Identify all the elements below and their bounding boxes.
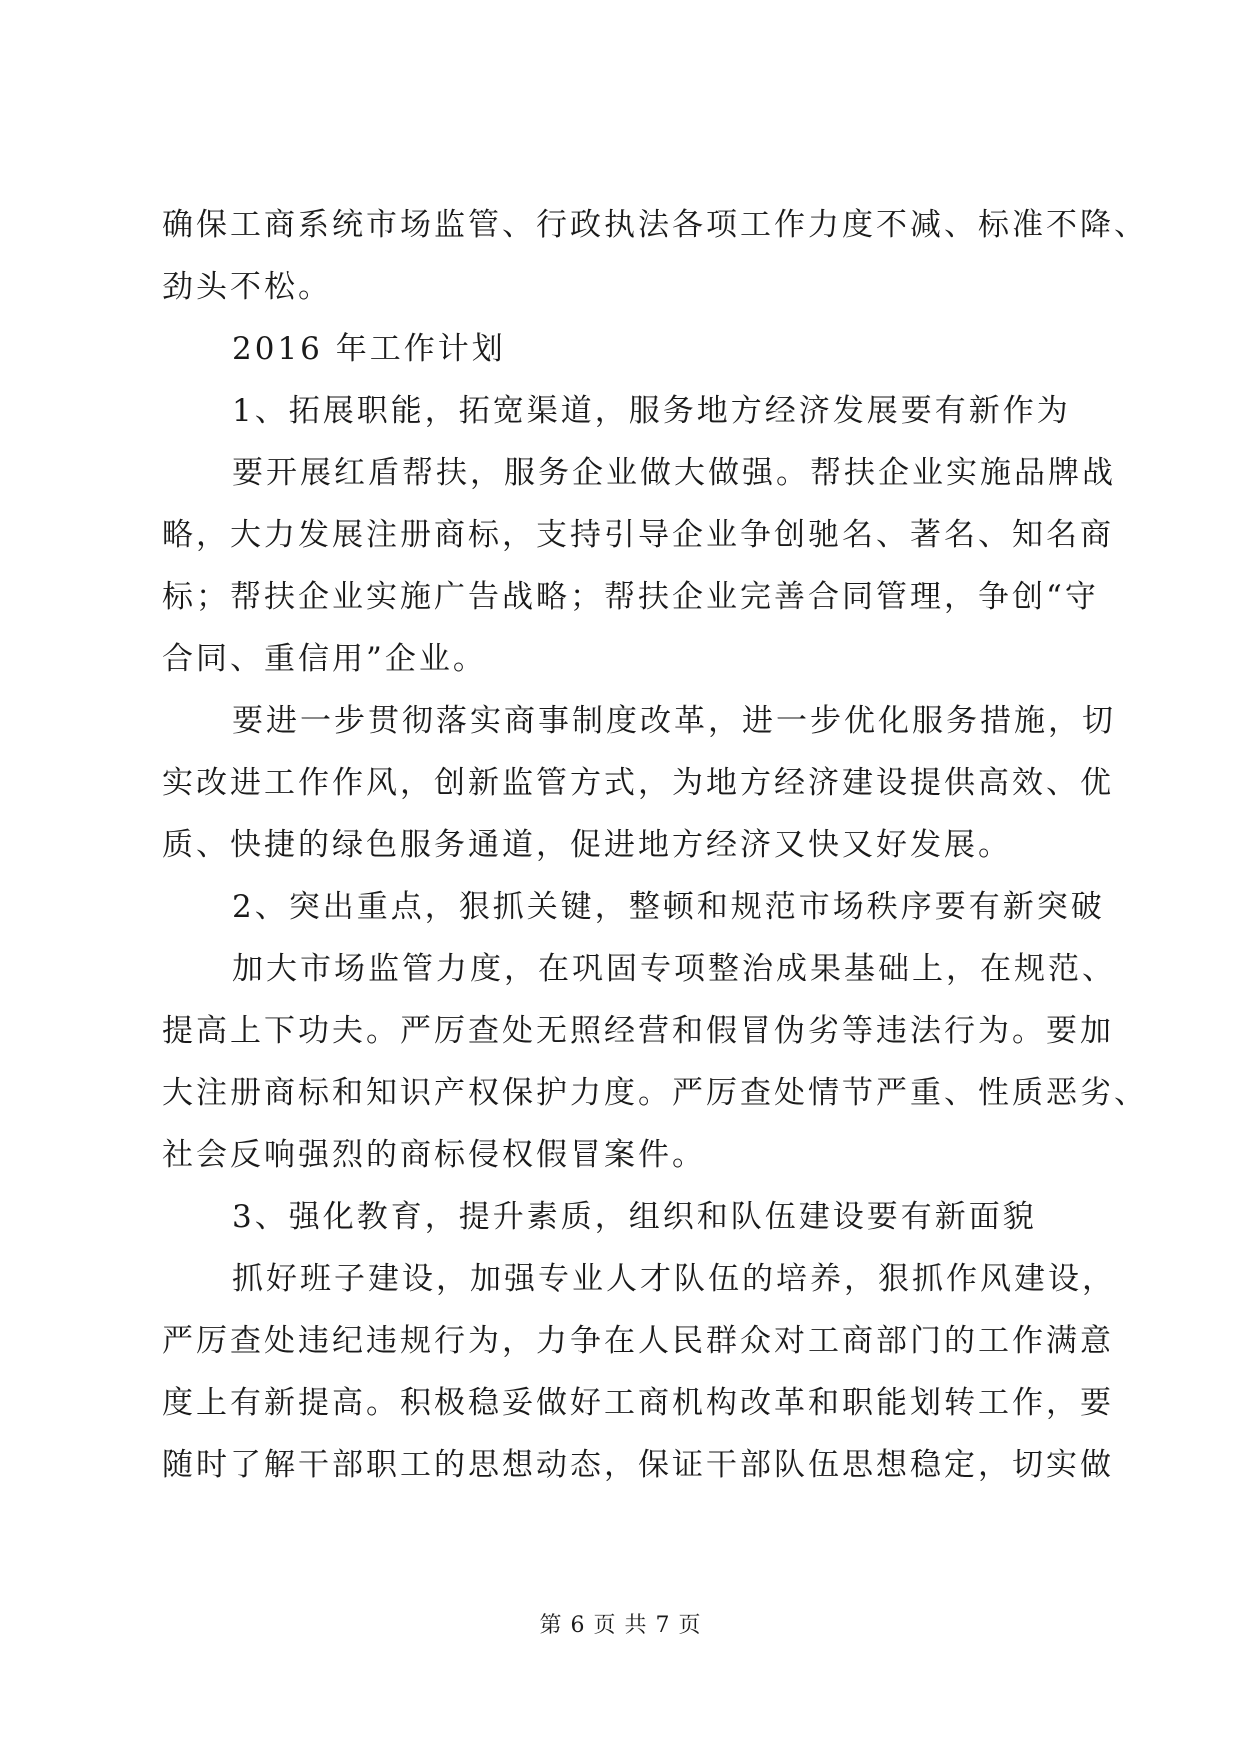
text-line: 2016 年工作计划 (232, 331, 506, 367)
text-line: 2、突出重点，狠抓关键，整顿和规范市场秩序要有新突破 (232, 889, 1105, 925)
text-line: 劲头不松。 (162, 269, 332, 305)
text-line: 实改进工作作风，创新监管方式，为地方经济建设提供高效、优 (162, 765, 1114, 801)
page-footer: 第 6 页 共 7 页 (539, 1613, 702, 1638)
text-line: 1、拓展职能，拓宽渠道，服务地方经济发展要有新作为 (232, 393, 1071, 429)
text-line: 提高上下功夫。严厉查处无照经营和假冒伪劣等违法行为。要加 (162, 1013, 1114, 1049)
text-line: 加大市场监管力度，在巩固专项整治成果基础上，在规范、 (232, 951, 1116, 987)
text-line: 要开展红盾帮扶，服务企业做大做强。帮扶企业实施品牌战 (232, 455, 1116, 491)
text-line: 质、快捷的绿色服务通道，促进地方经济又快又好发展。 (162, 827, 1012, 863)
text-line: 标；帮扶企业实施广告战略；帮扶企业完善合同管理，争创“守 (162, 579, 1099, 615)
text-line: 随时了解干部职工的思想动态，保证干部队伍思想稳定，切实做 (162, 1447, 1114, 1483)
text-line: 社会反响强烈的商标侵权假冒案件。 (162, 1137, 706, 1173)
text-line: 大注册商标和知识产权保护力度。严厉查处情节严重、性质恶劣、 (162, 1075, 1148, 1111)
text-line: 合同、重信用”企业。 (162, 641, 487, 677)
text-line: 抓好班子建设，加强专业人才队伍的培养，狠抓作风建设， (232, 1261, 1116, 1297)
text-line: 3、强化教育，提升素质，组织和队伍建设要有新面貌 (232, 1199, 1037, 1235)
text-line: 确保工商系统市场监管、行政执法各项工作力度不减、标准不降、 (162, 207, 1148, 243)
text-line: 要进一步贯彻落实商事制度改革，进一步优化服务措施，切 (232, 703, 1116, 739)
body-text (162, 194, 1148, 1496)
text-line: 略，大力发展注册商标，支持引导企业争创驰名、著名、知名商 (162, 517, 1114, 553)
text-line: 严厉查处违纪违规行为，力争在人民群众对工商部门的工作满意 (162, 1323, 1114, 1359)
text-line: 度上有新提高。积极稳妥做好工商机构改革和职能划转工作，要 (162, 1385, 1114, 1421)
